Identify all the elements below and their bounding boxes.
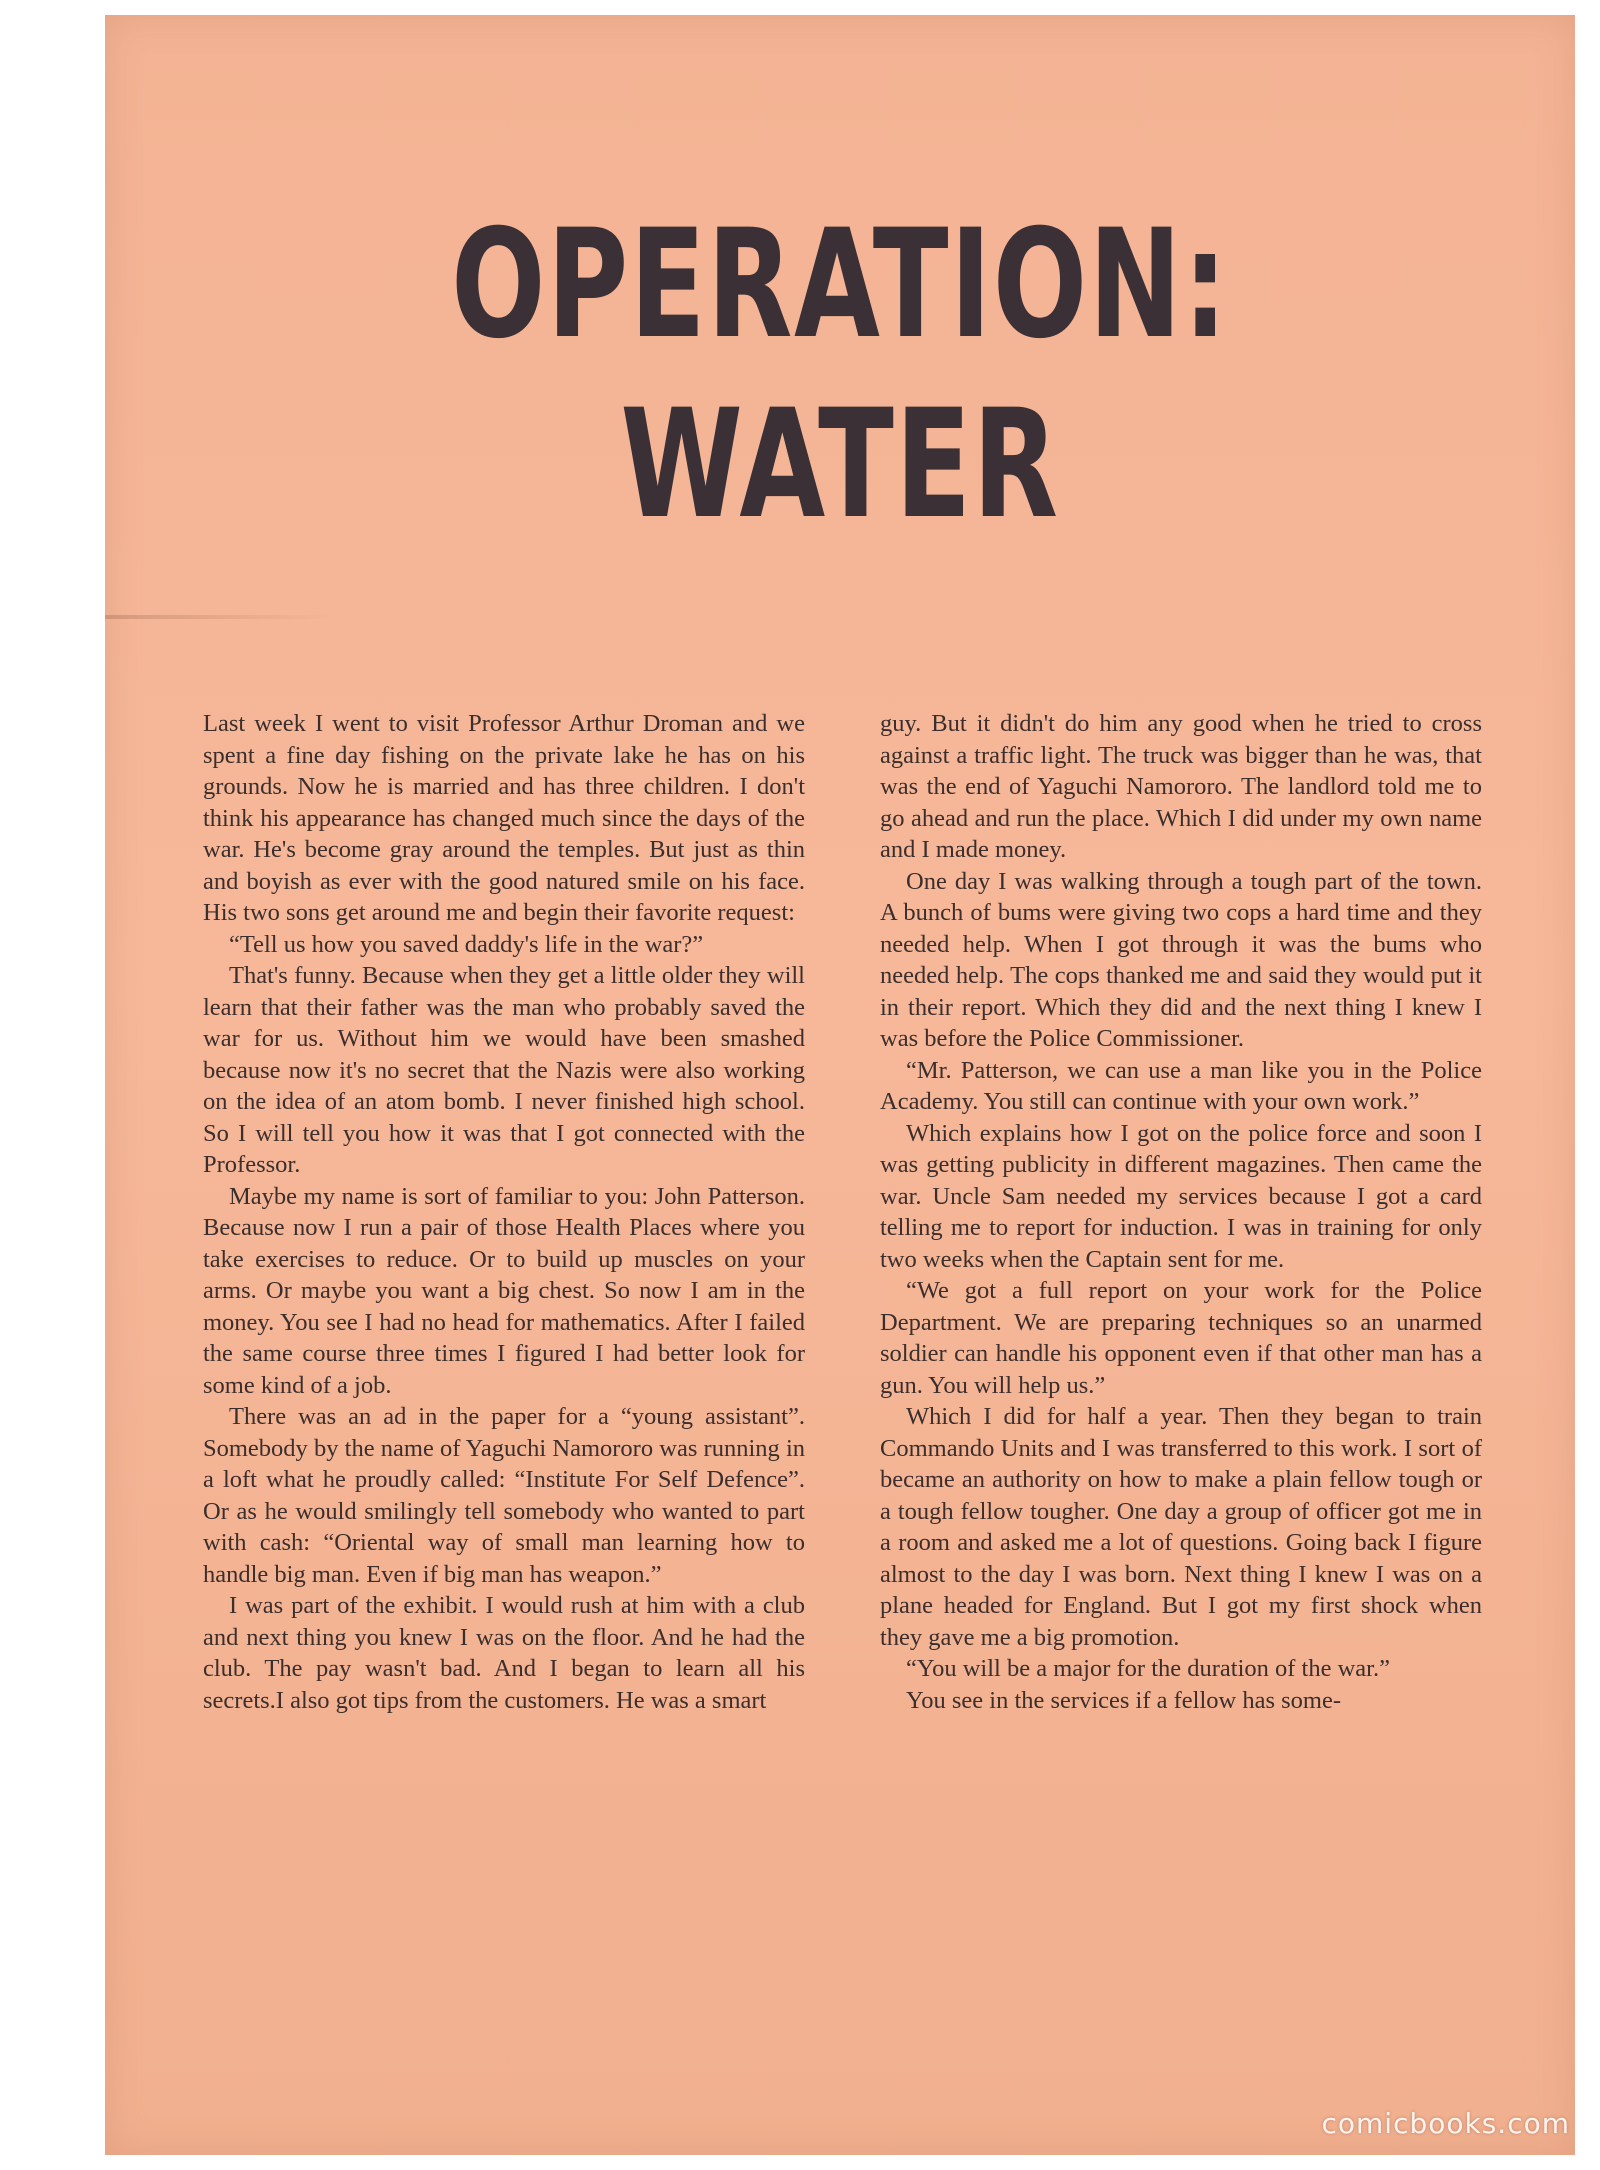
paragraph: “We got a full report on your work for the Police Department. We are preparing techniques so an unarmed soldier can handle his opponent even if that other man has a gun. You will help us.” xyxy=(880,1277,1482,1399)
left-column xyxy=(203,708,805,1716)
paragraph: Which I did for half a year. Then they began to train Commando Units and I was transferred to this work. I sort of became an authority on how to make a plain fellow tough or a tough fellow tougher. One day a group of officer got me in a room and asked me a lot of questions. Going back I figure almost to the day I was born. Next thing I knew I was on a plane headed for England. But I got my first shock when they gave me a big promotion. xyxy=(880,1403,1482,1651)
article-body xyxy=(203,708,1483,1716)
paragraph: You see in the services if a fellow has some- xyxy=(906,1686,1342,1714)
paragraph: “You will be a major for the duration of the war.” xyxy=(906,1655,1390,1682)
paragraph: There was an ad in the paper for a “young assistant”. Somebody by the name of Yaguchi Namororo was running in a loft what he proudly called: “Institute For Self Defence”. Or as he would smilingly tell somebody who wanted to part with cash: “Oriental way of small man learning how to handle big man. Even if big man has weapon.” xyxy=(203,1403,805,1588)
paragraph: I was part of the exhibit. I would rush at him with a club and next thing you knew I was on the floor. And he had the club. The pay wasn't bad. And I began to learn all his secrets.I also got tips from the customers. He was a smart xyxy=(203,1592,805,1714)
right-column xyxy=(880,708,1482,1716)
site-watermark: comicbooks.com xyxy=(1321,2107,1570,2140)
paragraph: guy. But it didn't do him any good when he tried to cross against a traffic light. The truck was bigger than he was, that was the end of Yaguchi Namororo. The landlord told me to go ahead and run the place. Which I did under my own name and I made money. xyxy=(880,710,1482,863)
paragraph: That's funny. Because when they get a little older they will learn that their father was the man who probably saved the war for us. Without him we would have been smashed because now it's no secret that the Nazis were also working on the idea of an atom bomb. I never finished high school. So I will tell you how it was that I got connected with the Professor. xyxy=(203,962,805,1178)
paragraph: One day I was walking through a tough part of the town. A bunch of bums were giving two cops a hard time and they needed help. When I got through it was the bums who needed help. The cops thanked me and said they would put it in their report. Which they did and the next thing I knew I was before the Police Commissioner. xyxy=(880,867,1482,1052)
paragraph: Which explains how I got on the police force and soon I was getting publicity in different magazines. Then came the war. Uncle Sam needed my services because I got a card telling me to report for induction. I was in training for only two weeks when the Captain sent for me. xyxy=(880,1119,1482,1273)
paragraph: “Mr. Patterson, we can use a man like you in the Police Academy. You still can continue with your own work.” xyxy=(880,1056,1482,1115)
paragraph: Last week I went to visit Professor Arthur Droman and we spent a fine day fishing on the private lake he has on his grounds. Now he is married and has three children. I don't think his appearance has changed much since the days of the war. He's become gray around the temples. But just as thin and boyish as ever with the good natured smile on his face. His two sons get around me and begin their favorite request: xyxy=(203,710,805,926)
paragraph: Maybe my name is sort of familiar to you: John Patterson. Because now I run a pair of those Health Places where you take exercises to reduce. Or to build up muscles on your arms. Or maybe you want a big chest. So now I am in the money. You see I had no head for mathematics. After I failed the same course three times I figured I had better look for some kind of a job. xyxy=(203,1182,805,1399)
title-line-2: WATER xyxy=(620,378,1060,552)
magazine-page xyxy=(105,15,1575,2155)
paper-crease xyxy=(105,615,335,619)
title-line-1: OPERATION: xyxy=(451,198,1229,372)
paragraph: “Tell us how you saved daddy's life in the war?” xyxy=(229,930,704,958)
